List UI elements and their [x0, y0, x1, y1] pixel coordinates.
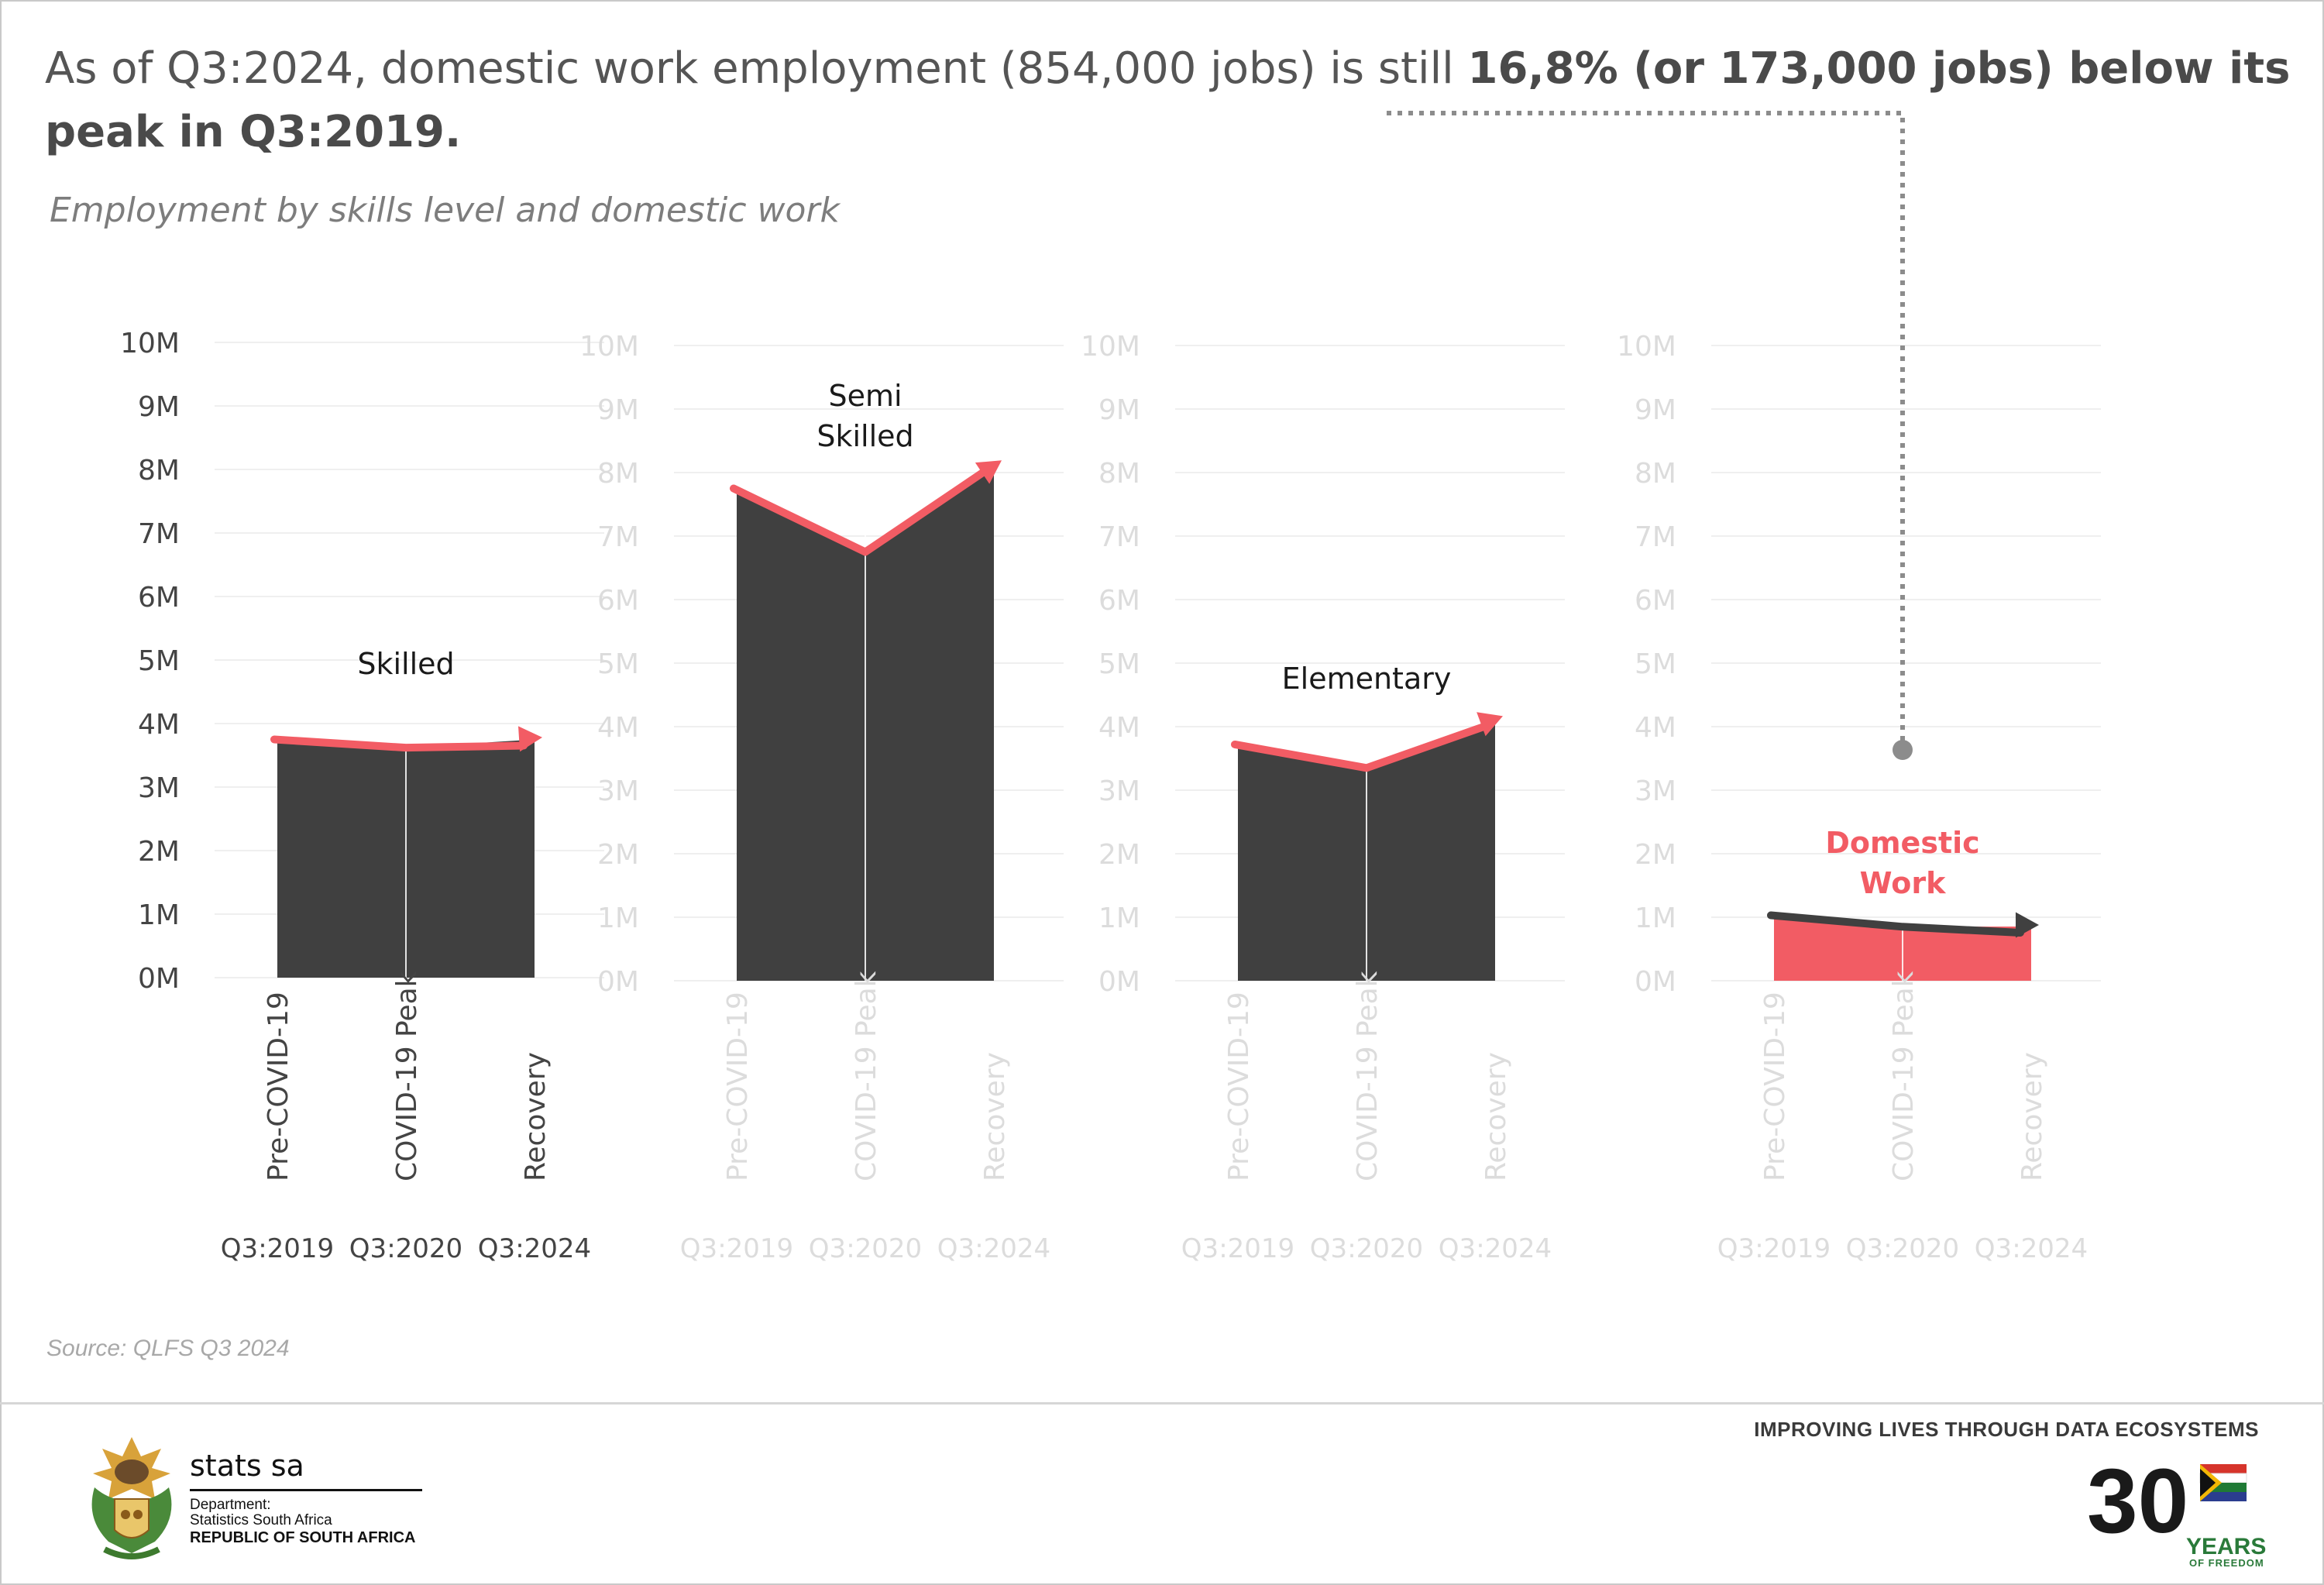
y-tick-label: 4M	[597, 712, 639, 744]
x-category-label: Recovery	[979, 1052, 1011, 1181]
y-tick-label: 7M	[138, 518, 180, 550]
x-category-label: Pre-COVID-19	[722, 992, 754, 1181]
chart-panel-semi-skilled	[579, 331, 1064, 1264]
org-name-underline	[190, 1489, 422, 1491]
x-period-label: Q3:2020	[1845, 1233, 1960, 1264]
y-tick-label: 8M	[597, 458, 639, 490]
y-tick-label: 5M	[1635, 648, 1676, 680]
y-tick-label: 9M	[1635, 394, 1676, 426]
x-period-label: Q3:2024	[1974, 1233, 2089, 1264]
series-label: Elementary	[1281, 662, 1452, 696]
x-category-label: Recovery	[520, 1052, 552, 1181]
y-tick-label: 6M	[1635, 585, 1676, 617]
y-tick-label: 7M	[1098, 521, 1140, 553]
y-tick-label: 0M	[138, 963, 180, 995]
series-label: Work	[1859, 866, 1946, 900]
y-tick-label: 3M	[138, 772, 180, 804]
y-tick-label: 8M	[138, 455, 180, 487]
y-tick-label: 3M	[1098, 775, 1140, 807]
chart-panel-domestic-work	[1617, 331, 2101, 1264]
x-period-label: Q3:2019	[220, 1233, 335, 1264]
y-tick-label: 0M	[1098, 966, 1140, 998]
headline-bold-text: 16,8% (or 173,000 jobs) below its peak in Q3:2019.	[45, 43, 2291, 157]
y-tick-label: 3M	[1635, 775, 1676, 807]
y-tick-label: 8M	[1098, 458, 1140, 490]
org-name: stats sa	[190, 1449, 304, 1483]
y-tick-label: 0M	[597, 966, 639, 998]
x-period-label: Q3:2020	[808, 1233, 923, 1264]
y-tick-label: 9M	[138, 391, 180, 423]
y-tick-label: 3M	[597, 775, 639, 807]
y-tick-label: 1M	[1635, 903, 1676, 934]
x-category-label: Pre-COVID-19	[263, 992, 294, 1181]
y-tick-label: 2M	[597, 839, 639, 871]
x-period-label: Q3:2024	[937, 1233, 1051, 1264]
x-category-label: COVID-19 Peak	[1352, 971, 1384, 1181]
x-period-label: Q3:2024	[477, 1233, 592, 1264]
y-tick-label: 5M	[1098, 648, 1140, 680]
y-tick-label: 1M	[1098, 903, 1140, 934]
y-tick-label: 2M	[1635, 839, 1676, 871]
x-period-label: Q3:2019	[679, 1233, 794, 1264]
y-tick-label: 9M	[1098, 394, 1140, 426]
freedom-label: OF FREEDOM	[2189, 1557, 2264, 1569]
years-label: YEARS	[2186, 1534, 2267, 1559]
series-label: Semi	[828, 379, 902, 413]
y-tick-label: 7M	[1635, 521, 1676, 553]
y-tick-label: 9M	[597, 394, 639, 426]
x-category-label: COVID-19 Peak	[391, 971, 423, 1181]
y-tick-label: 10M	[120, 328, 180, 359]
x-period-label: Q3:2020	[349, 1233, 463, 1264]
x-category-label: Pre-COVID-19	[1223, 992, 1255, 1181]
y-tick-label: 7M	[597, 521, 639, 553]
series-label: Domestic	[1825, 826, 1980, 860]
x-category-label: COVID-19 Peak	[1888, 971, 1920, 1181]
x-category-label: Recovery	[2016, 1052, 2048, 1181]
connector-end-dot	[1893, 740, 1913, 760]
chart-subtitle: Employment by skills level and domestic work	[50, 191, 840, 230]
y-tick-label: 10M	[1081, 331, 1140, 363]
chart-panel-elementary	[1081, 331, 1565, 1264]
y-tick-label: 6M	[1098, 585, 1140, 617]
y-tick-label: 10M	[579, 331, 639, 363]
y-tick-label: 4M	[1635, 712, 1676, 744]
footer-tagline: IMPROVING LIVES THROUGH DATA ECOSYSTEMS	[1754, 1418, 2259, 1441]
x-period-label: Q3:2019	[1181, 1233, 1295, 1264]
y-tick-label: 5M	[597, 648, 639, 680]
x-category-label: Recovery	[1480, 1052, 1512, 1181]
source-note: Source: QLFS Q3 2024	[46, 1336, 290, 1361]
y-tick-label: 2M	[138, 836, 180, 868]
x-category-label: Pre-COVID-19	[1759, 992, 1791, 1181]
thirty-years-number: 30	[2087, 1450, 2189, 1552]
y-tick-label: 8M	[1635, 458, 1676, 490]
y-tick-label: 6M	[138, 582, 180, 614]
y-tick-label: 1M	[597, 903, 639, 934]
y-tick-label: 0M	[1635, 966, 1676, 998]
series-label: Skilled	[357, 647, 455, 681]
chart-panel-skilled	[120, 328, 604, 1264]
y-tick-label: 4M	[138, 709, 180, 741]
y-tick-label: 5M	[138, 645, 180, 677]
y-tick-label: 4M	[1098, 712, 1140, 744]
headline-text: As of Q3:2024, domestic work employment (854,000 jobs) is still	[45, 43, 1468, 94]
y-tick-label: 2M	[1098, 839, 1140, 871]
org-department-name: Statistics South Africa	[190, 1512, 332, 1528]
series-label: Skilled	[816, 419, 914, 453]
org-department-label: Department:	[190, 1497, 271, 1513]
x-category-label: COVID-19 Peak	[851, 971, 882, 1181]
footer-divider	[0, 1402, 2324, 1404]
y-tick-label: 1M	[138, 899, 180, 931]
y-tick-label: 6M	[597, 585, 639, 617]
x-period-label: Q3:2024	[1438, 1233, 1552, 1264]
x-period-label: Q3:2020	[1309, 1233, 1424, 1264]
org-country: REPUBLIC OF SOUTH AFRICA	[190, 1529, 416, 1546]
x-period-label: Q3:2019	[1717, 1233, 1831, 1264]
y-tick-label: 10M	[1617, 331, 1676, 363]
